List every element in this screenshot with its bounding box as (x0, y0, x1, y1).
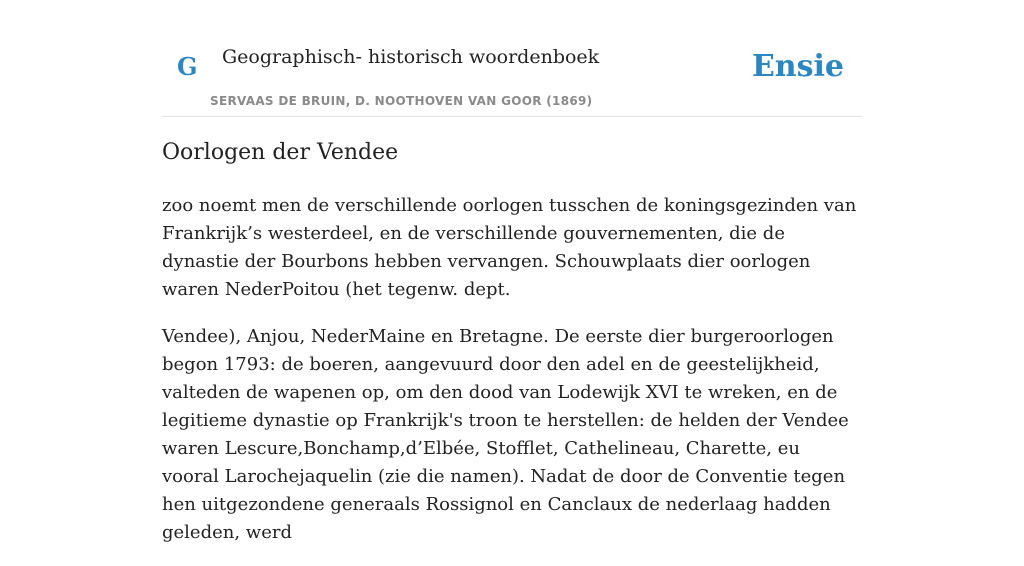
book-logo-icon[interactable]: G (177, 52, 198, 81)
article-paragraph: Vendee), Anjou, NederMaine en Bretagne. De eerste dier burgeroorlogen begon 1793: de boeren, aangevuurd door den adel en de geestelijkheid, valteden de wapenen op, om den dood van Lodewijk XVI te wreken, en de legitieme dynastie op Frankrijk's troon te herstellen: de helden der Vendee waren Lescure,Bonchamp,d’Elbée, Stofflet, Cathelineau, Charette, eu vooral Larochejaquelin (zie die namen). Nadat de door de Conventie tegen hen uitgezondene generaals Rossignol en Canclaux de nederlaag hadden geleden, werd (162, 326, 849, 543)
header (162, 0, 862, 117)
ensie-logo[interactable]: Ensie (751, 49, 844, 84)
article-paragraph: zoo noemt men de verschillende oorlogen tusschen de koningsgezinden van Frankrijk’s westerdeel, en de verschillende gouvernementen, die de dynastie der Bourbons hebben vervangen. Schouwplaats dier oorlogen waren NederPoitou (het tegenw. dept. (162, 195, 857, 300)
article-title: Oorlogen der Vendee (162, 140, 399, 165)
book-title-link[interactable]: Geographisch- historisch woordenboek (222, 46, 600, 68)
book-author: SERVAAS DE BRUIN, D. NOOTHOVEN VAN GOOR (1869) (210, 94, 593, 108)
article-body (162, 192, 862, 566)
